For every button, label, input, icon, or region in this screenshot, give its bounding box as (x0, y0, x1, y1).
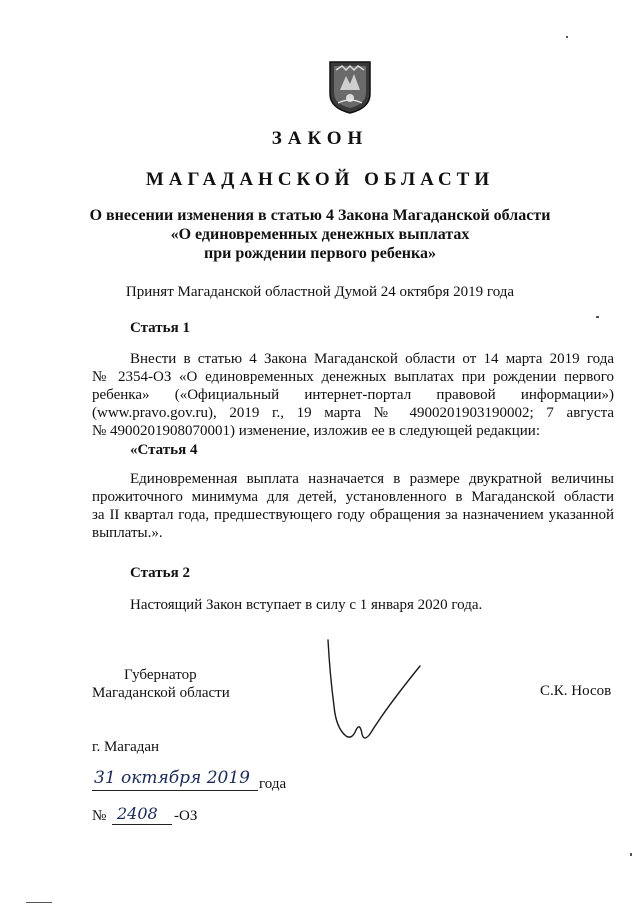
article-1-heading: Статья 1 (130, 320, 190, 336)
law-subject (0, 206, 640, 263)
scan-speck (566, 36, 568, 38)
number-prefix: № (92, 808, 107, 824)
magadan-coat-of-arms-icon (328, 60, 372, 114)
number-underline (112, 824, 172, 825)
signatory-region: Магаданской области (92, 685, 230, 701)
article-2-heading: Статья 2 (130, 565, 190, 581)
article-2-text: Настоящий Закон вступает в силу с 1 января 2020 года. (130, 597, 483, 613)
law-title: ЗАКОН (271, 128, 369, 149)
article-1-line: Внести в статью 4 Закона Магаданской области от 14 марта 2019 года (130, 351, 614, 367)
quoted-article-body (92, 470, 614, 542)
article-1-line: № 2354-ОЗ «О единовременных денежных выплатах при рождении первого (92, 369, 614, 385)
quoted-article-line: Единовременная выплата назначается в размере двукратной величины (130, 471, 614, 487)
region-title: МАГАДАНСКОЙ ОБЛАСТИ (145, 169, 495, 190)
handwritten-signature (316, 636, 426, 746)
quoted-article-line: прожиточного минимума для детей, установленного в Магаданской области (92, 489, 614, 505)
scan-speck (630, 853, 632, 856)
subject-line: «О единовременных денежных выплатах (170, 226, 470, 243)
adoption-note: Принят Магаданской областной Думой 24 октября 2019 года (125, 284, 515, 300)
scan-speck (26, 902, 52, 903)
handwritten-number: 2408 (117, 804, 158, 823)
quoted-article-line: за II квартал года, предшествующего году обращения за назначением указанной (92, 507, 614, 523)
subject-line: О внесении изменения в статью 4 Закона Магаданской области (89, 207, 551, 224)
article-1-line: (www.pravo.gov.ru), 2019 г., 19 марта № 4900201903190002; 7 августа (92, 405, 614, 421)
article-1-body (92, 350, 614, 440)
signatory-position: Губернатор (124, 667, 197, 683)
subject-line: при рождении первого ребенка» (204, 245, 436, 262)
date-suffix: года (259, 776, 287, 792)
handwritten-date: 31 октября 2019 (94, 768, 250, 788)
article-1-line: № 4900201908070001) изменение, изложив ее в следующей редакции: (92, 423, 540, 439)
date-underline (92, 790, 258, 791)
signatory-name: С.К. Носов (540, 683, 612, 699)
article-1-line: ребенка» («Официальный интернет-портал правовой информации») (92, 387, 614, 403)
place-of-signing: г. Магадан (92, 739, 160, 755)
quoted-article-heading: «Статья 4 (130, 442, 198, 458)
quoted-article-line: выплаты.». (92, 525, 163, 541)
number-suffix: -ОЗ (174, 808, 198, 824)
scan-speck (596, 316, 599, 318)
